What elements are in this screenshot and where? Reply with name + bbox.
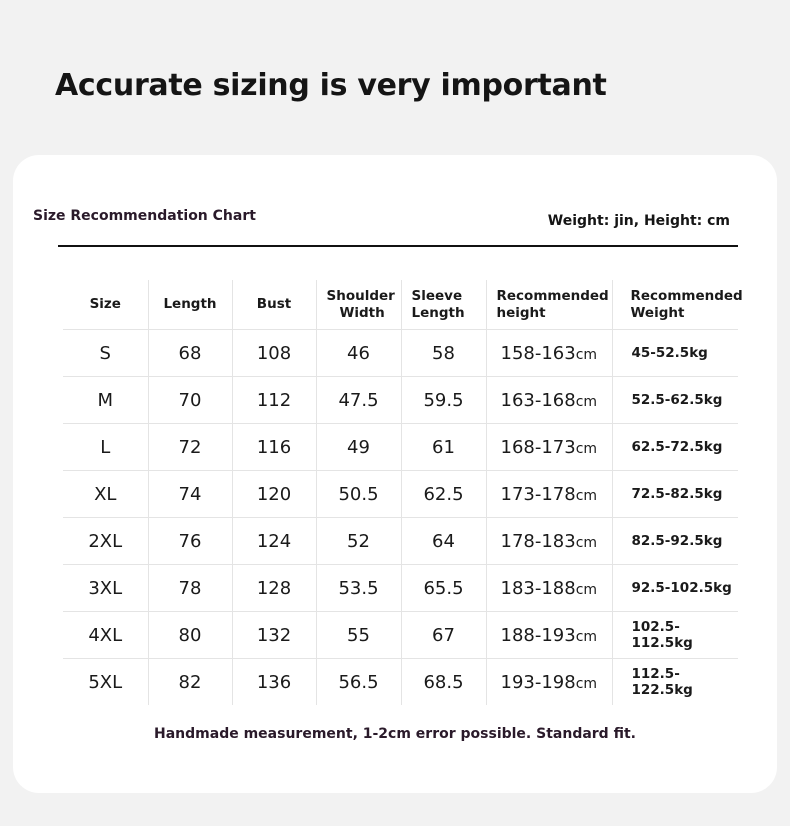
header-divider (58, 245, 738, 247)
height-unit: cm (575, 440, 598, 457)
size-table (63, 280, 743, 705)
cell-sleeve-length: 59.5 (401, 377, 486, 424)
size-chart-card (13, 155, 777, 793)
cell-size: M (63, 377, 148, 424)
cell-size: L (63, 424, 148, 471)
cell-bust: 108 (232, 330, 316, 377)
height-range: 178-183 (500, 530, 576, 552)
cell-sleeve-length: 67 (401, 612, 486, 659)
height-unit: cm (575, 393, 598, 410)
height-range: 193-198 (500, 671, 576, 693)
height-range: 168-173 (500, 436, 576, 458)
cell-recommended-weight: 62.5-72.5kg (612, 424, 738, 471)
cell-recommended-height (486, 612, 612, 659)
height-unit: cm (575, 534, 598, 551)
cell-sleeve-length: 62.5 (401, 471, 486, 518)
cell-length: 76 (148, 518, 232, 565)
height-unit: cm (575, 628, 598, 645)
cell-sleeve-length: 65.5 (401, 565, 486, 612)
cell-recommended-weight: 52.5-62.5kg (612, 377, 738, 424)
cell-recommended-height (486, 424, 612, 471)
cell-size: 2XL (63, 518, 148, 565)
page-title: Accurate sizing is very important (55, 68, 607, 103)
height-unit: cm (575, 346, 598, 363)
cell-size: 3XL (63, 565, 148, 612)
footnote: Handmade measurement, 1-2cm error possible. Standard fit. (154, 726, 636, 742)
cell-length: 80 (148, 612, 232, 659)
cell-length: 78 (148, 565, 232, 612)
cell-length: 82 (148, 659, 232, 706)
height-unit: cm (575, 487, 598, 504)
cell-shoulder-width: 49 (316, 424, 401, 471)
cell-sleeve-length: 61 (401, 424, 486, 471)
cell-bust: 116 (232, 424, 316, 471)
units-note: Weight: jin, Height: cm (547, 213, 730, 229)
height-range: 173-178 (500, 483, 576, 505)
cell-recommended-weight: 82.5-92.5kg (612, 518, 738, 565)
cell-recommended-weight: 92.5-102.5kg (612, 565, 738, 612)
header-shoulder-width: Shoulder Width (316, 280, 401, 330)
table-row (63, 659, 738, 706)
header-bust: Bust (232, 280, 316, 330)
cell-recommended-height (486, 565, 612, 612)
height-unit: cm (575, 581, 598, 598)
cell-bust: 120 (232, 471, 316, 518)
cell-size: 4XL (63, 612, 148, 659)
height-range: 183-188 (500, 577, 576, 599)
cell-shoulder-width: 46 (316, 330, 401, 377)
height-range: 158-163 (500, 342, 576, 364)
cell-recommended-height (486, 659, 612, 706)
cell-size: XL (63, 471, 148, 518)
cell-size: S (63, 330, 148, 377)
cell-recommended-height (486, 377, 612, 424)
height-range: 188-193 (500, 624, 576, 646)
cell-recommended-weight: 45-52.5kg (612, 330, 738, 377)
table-row (63, 565, 738, 612)
header-recommended-height: Recommended height (486, 280, 612, 330)
table-header-row (63, 280, 738, 330)
cell-sleeve-length: 64 (401, 518, 486, 565)
cell-size: 5XL (88, 671, 123, 693)
cell-shoulder-width: 55 (316, 612, 401, 659)
header-length: Length (148, 280, 232, 330)
cell-recommended-weight: 102.5-112.5kg (612, 612, 738, 659)
cell-shoulder-width: 47.5 (316, 377, 401, 424)
header-size: Size (63, 280, 148, 330)
cell-bust: 124 (232, 518, 316, 565)
header-recommended-weight: Recommended Weight (612, 280, 738, 330)
cell-length: 68 (148, 330, 232, 377)
cell-shoulder-width: 53.5 (316, 565, 401, 612)
cell-bust: 128 (232, 565, 316, 612)
height-unit: cm (575, 675, 598, 692)
header-sleeve-length: Sleeve Length (401, 280, 486, 330)
cell-recommended-weight: 72.5-82.5kg (612, 471, 738, 518)
table-row (63, 330, 738, 377)
cell-bust: 132 (232, 612, 316, 659)
cell-bust: 136 (232, 659, 316, 706)
table-row (63, 377, 738, 424)
cell-length: 74 (148, 471, 232, 518)
chart-title: Size Recommendation Chart (33, 208, 256, 224)
cell-length: 72 (148, 424, 232, 471)
cell-recommended-height (486, 330, 612, 377)
cell-recommended-height (486, 471, 612, 518)
table-row (63, 424, 738, 471)
table-body (63, 330, 738, 706)
cell-shoulder-width: 56.5 (316, 659, 401, 706)
cell-sleeve-length: 58 (401, 330, 486, 377)
table-row (63, 612, 738, 659)
cell-shoulder-width: 50.5 (316, 471, 401, 518)
cell-shoulder-width: 52 (316, 518, 401, 565)
table-row (63, 518, 738, 565)
cell-recommended-weight: 112.5-122.5kg (612, 659, 738, 706)
cell-bust: 112 (232, 377, 316, 424)
cell-sleeve-length: 68.5 (401, 659, 486, 706)
table-row (63, 471, 738, 518)
cell-recommended-height (486, 518, 612, 565)
height-range: 163-168 (500, 389, 576, 411)
cell-length: 70 (148, 377, 232, 424)
